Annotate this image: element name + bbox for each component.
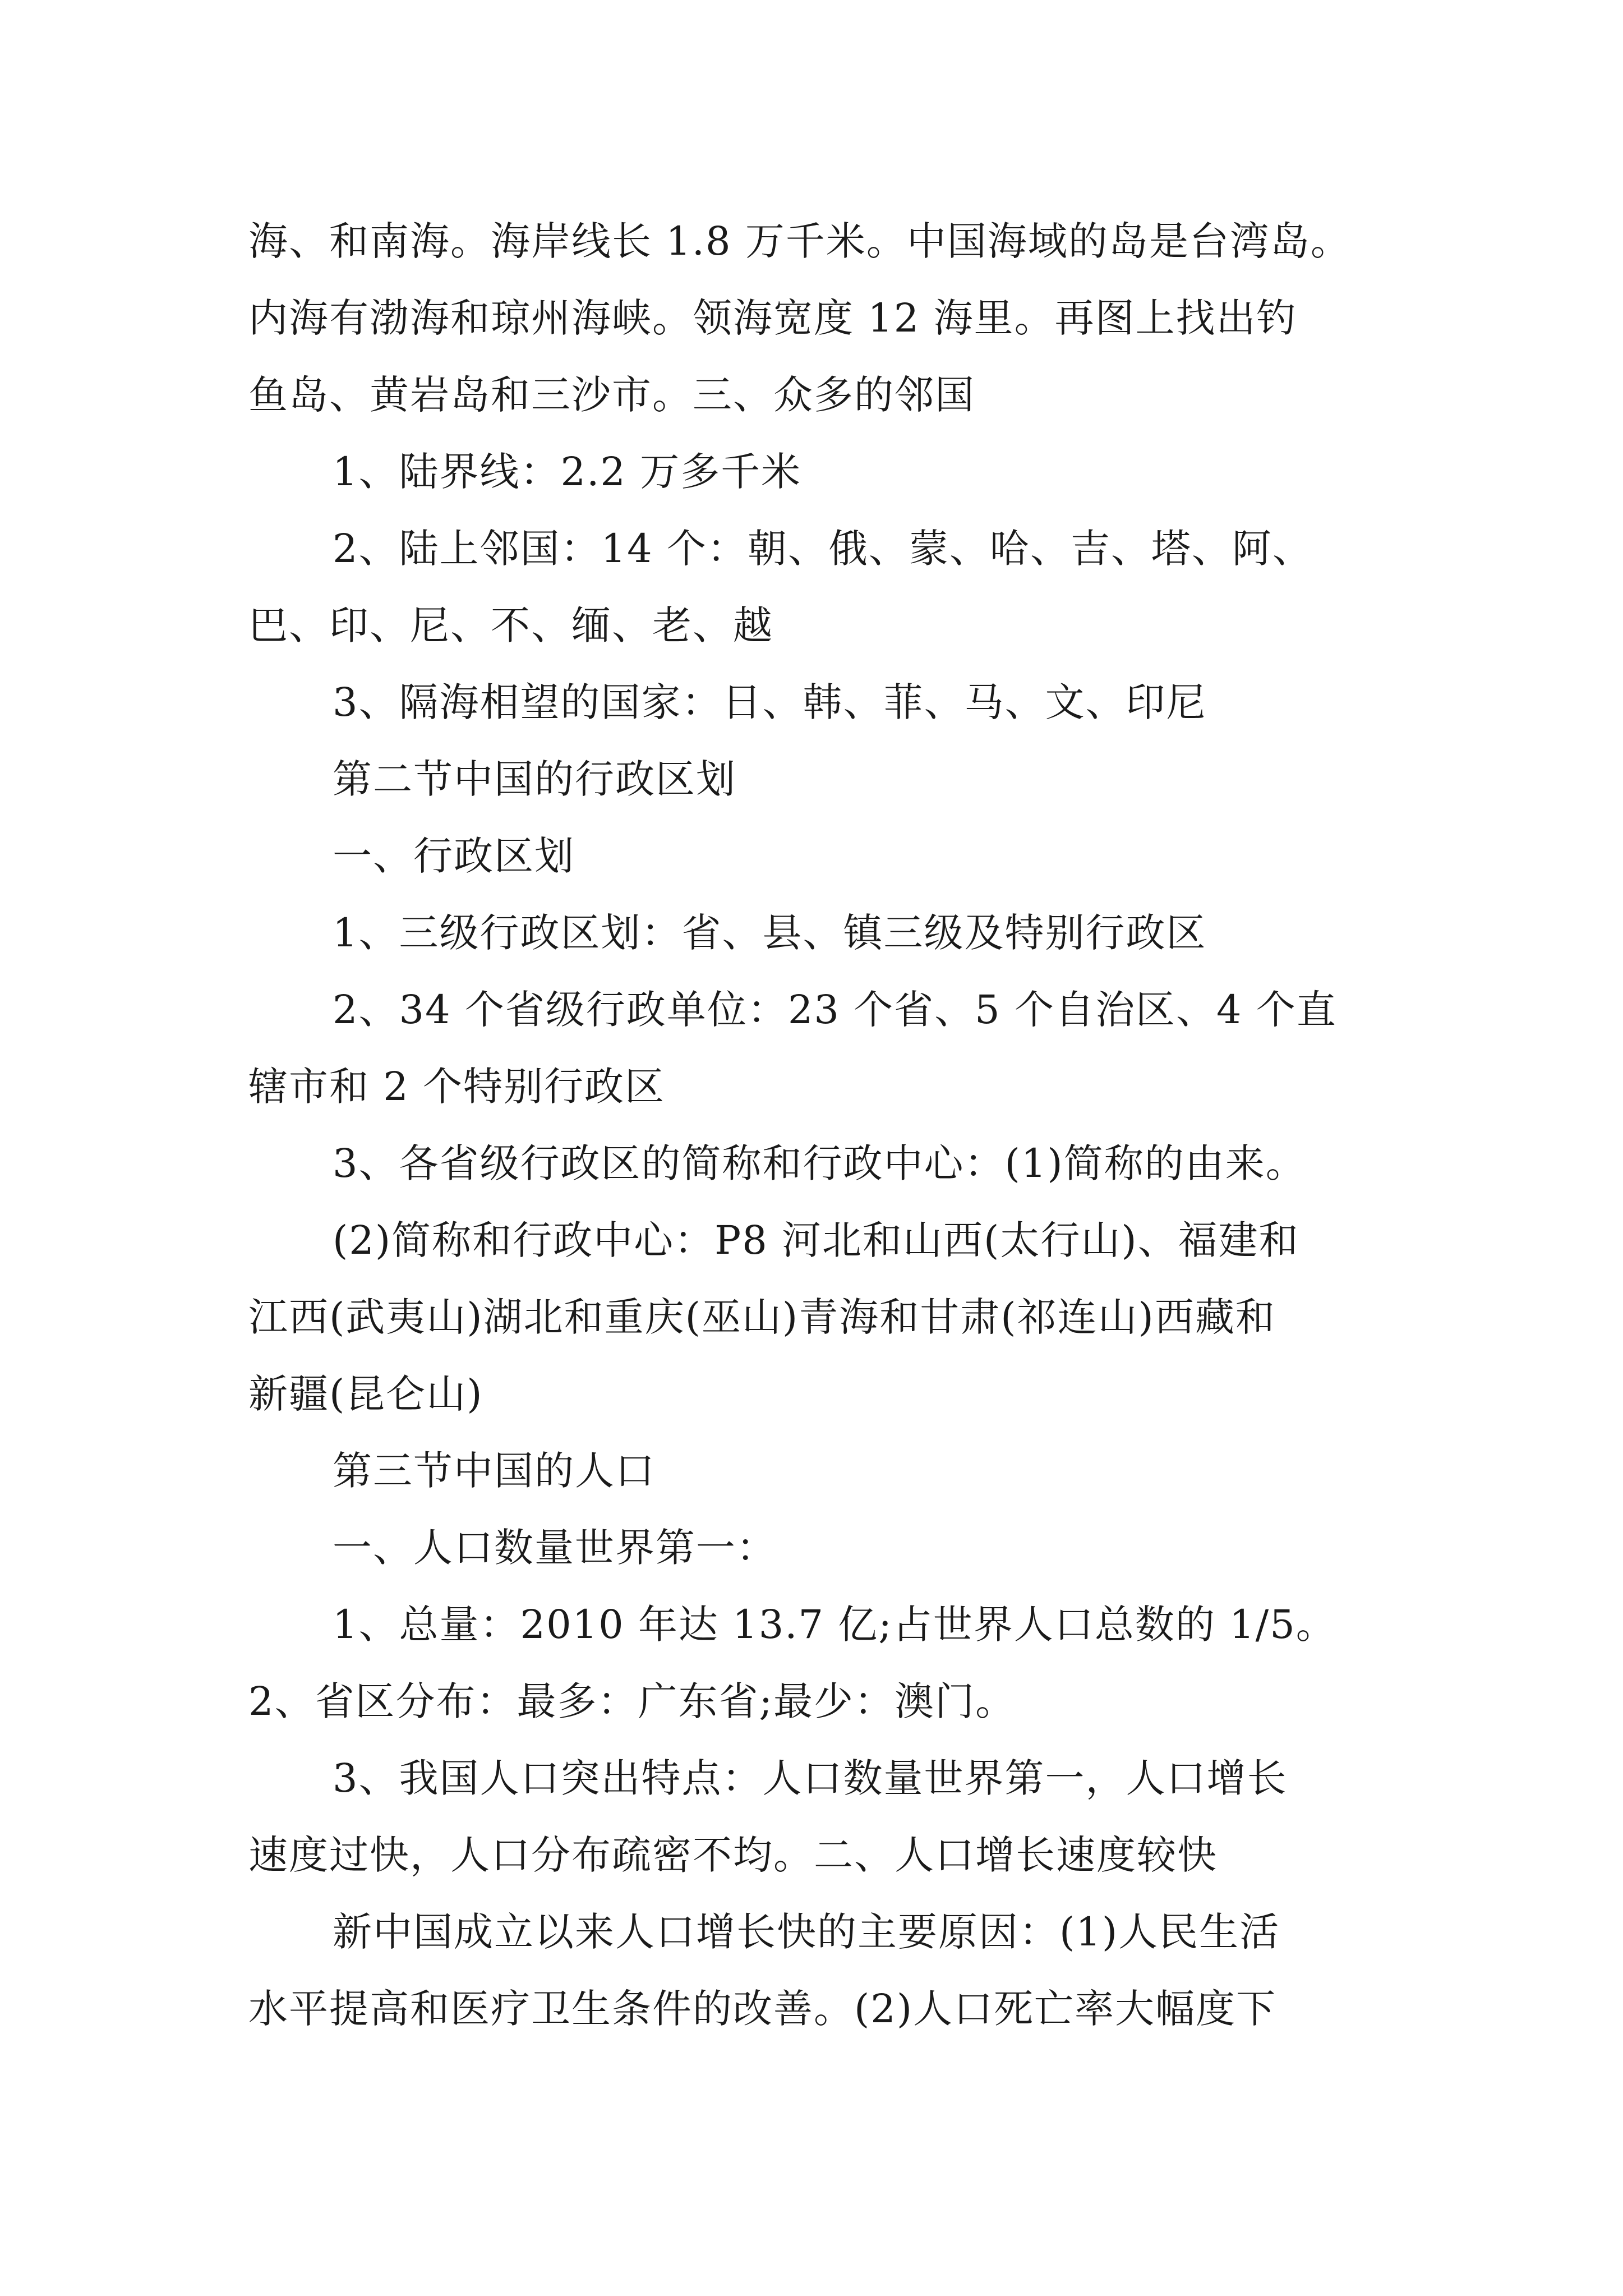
text-line: 3、我国人口突出特点：人口数量世界第一，人口增长 [333, 1755, 1288, 1801]
text-line: 1、陆界线：2.2 万多千米 [333, 449, 802, 495]
text-line: 第二节中国的行政区划 [333, 756, 736, 802]
text-line: 辖市和 2 个特别行政区 [248, 1064, 666, 1110]
text-line: (2)简称和行政中心：P8 河北和山西(太行山)、福建和 [333, 1217, 1299, 1263]
text-line: 第三节中国的人口 [333, 1448, 656, 1494]
text-line: 3、各省级行政区的简称和行政中心：(1)简称的由来。 [333, 1140, 1306, 1186]
text-line: 一、人口数量世界第一： [333, 1525, 777, 1571]
text-line: 1、总量：2010 年达 13.7 亿;占世界人口总数的 1/5。 [333, 1602, 1336, 1648]
text-line: 一、行政区划 [333, 833, 575, 879]
text-line: 速度过快，人口分布疏密不均。二、人口增长速度较快 [248, 1832, 1218, 1878]
text-line: 水平提高和医疗卫生条件的改善。(2)人口死亡率大幅度下 [248, 1986, 1277, 2032]
text-line: 内海有渤海和琼州海峡。领海宽度 12 海里。再图上找出钓 [248, 295, 1297, 341]
text-line: 2、34 个省级行政单位：23 个省、5 个自治区、4 个直 [333, 987, 1337, 1033]
text-line: 江西(武夷山)湖北和重庆(巫山)青海和甘肃(祁连山)西藏和 [248, 1294, 1276, 1340]
text-line: 2、陆上邻国：14 个：朝、俄、蒙、哈、吉、塔、阿、 [333, 526, 1313, 572]
text-line: 3、隔海相望的国家：日、韩、菲、马、文、印尼 [333, 679, 1207, 725]
text-line: 新疆(昆仑山) [248, 1371, 483, 1417]
text-line: 1、三级行政区划：省、县、镇三级及特别行政区 [333, 910, 1207, 956]
text-line: 新中国成立以来人口增长快的主要原因：(1)人民生活 [333, 1909, 1280, 1955]
text-line: 巴、印、尼、不、缅、老、越 [248, 602, 773, 648]
text-line: 2、省区分布：最多：广东省;最少：澳门。 [248, 1678, 1016, 1724]
text-line: 鱼岛、黄岩岛和三沙市。三、众多的邻国 [248, 372, 975, 418]
document-body [248, 203, 1393, 2047]
text-line: 海、和南海。海岸线长 1.8 万千米。中国海域的岛是台湾岛。 [248, 218, 1351, 264]
